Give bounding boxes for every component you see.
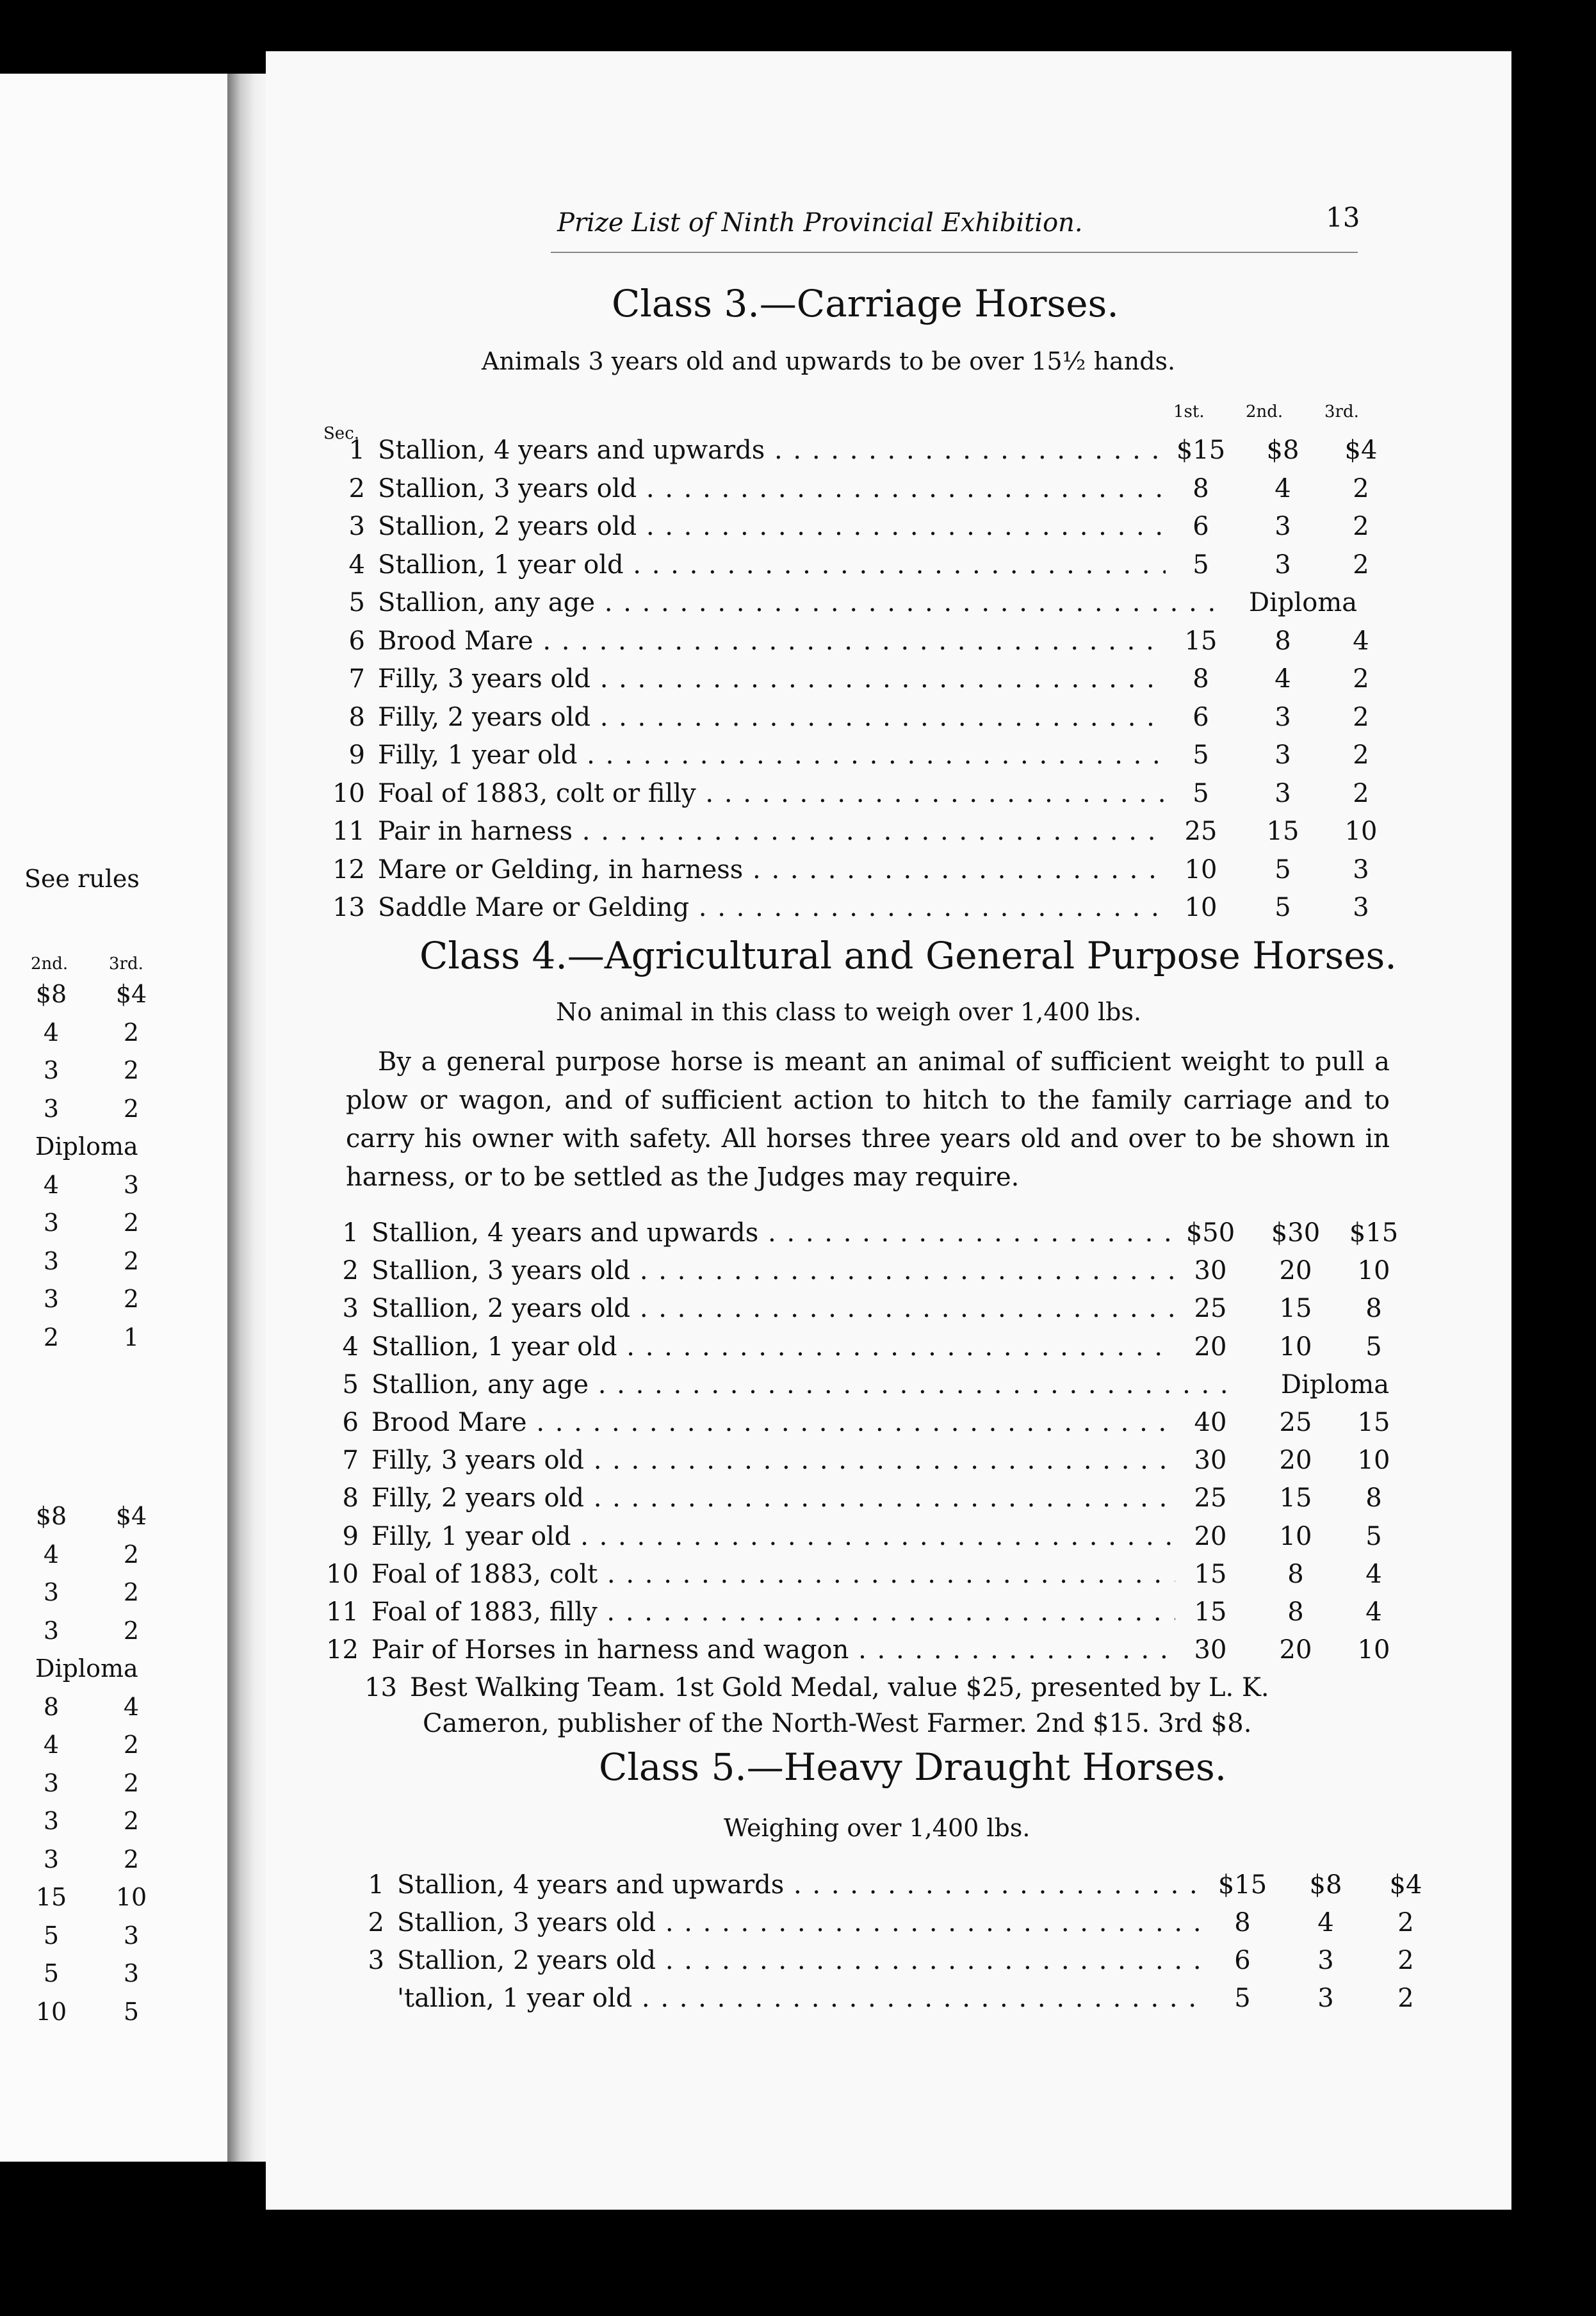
sec-label: Sec. — [323, 424, 360, 443]
prize-value: 3 — [1291, 1984, 1361, 2013]
class5-row — [346, 1984, 1447, 2021]
row-number: 3 — [368, 1946, 384, 1975]
prize-value: 10 — [1339, 1635, 1409, 1665]
left-value: 2 — [123, 1285, 140, 1313]
class4-row13-number: 13 — [364, 1673, 397, 1702]
left-value: 3 — [43, 1578, 60, 1606]
prize-value: 3 — [1291, 1946, 1361, 1975]
row-number: 4 — [342, 1332, 359, 1362]
row-number: 7 — [342, 1446, 359, 1476]
row-label: Filly, 1 year old . . . — [378, 740, 1217, 770]
row-number: 8 — [348, 702, 365, 732]
class4-row — [320, 1408, 1415, 1445]
running-title: Prize List of Ninth Provincial Exhibition. — [557, 208, 1083, 238]
prize-value: 10 — [1326, 817, 1396, 846]
prize-value: 3 — [1326, 855, 1396, 885]
header-rule — [551, 252, 1358, 253]
class4-row — [320, 1446, 1415, 1483]
prize-value: 5 — [1339, 1332, 1409, 1362]
prize-value: 30 — [1175, 1446, 1246, 1475]
row-number: 8 — [342, 1483, 359, 1513]
prize-value: 2 — [1326, 740, 1396, 770]
prize-value: $15 — [1207, 1870, 1278, 1900]
prize-value: 10 — [1260, 1332, 1331, 1362]
prize-value: 10 — [1339, 1256, 1409, 1285]
row-number: 2 — [348, 473, 365, 503]
prize-value: 4 — [1248, 474, 1318, 503]
diploma-award: Diploma — [1242, 588, 1364, 617]
prize-value: 4 — [1326, 626, 1396, 656]
prize-value: 10 — [1260, 1522, 1331, 1551]
class4-subtitle: No animal in this class to weigh over 1,400 lbs. — [556, 998, 1142, 1026]
left-value: 3 — [43, 1807, 60, 1835]
prize-value: 3 — [1248, 512, 1318, 541]
class3-row — [327, 626, 1403, 664]
prize-value: 6 — [1166, 703, 1236, 732]
class3-row — [327, 512, 1403, 549]
left-value: $8 — [35, 980, 67, 1008]
prize-value: 8 — [1207, 1908, 1278, 1937]
prize-value: 2 — [1326, 664, 1396, 694]
row-label: Filly, 2 years old . . . — [378, 703, 1217, 732]
prize-value: 5 — [1248, 893, 1318, 922]
class4-row13-line1: Best Walking Team. 1st Gold Medal, value $25, presented by L. K. — [410, 1673, 1269, 1702]
class3-row — [327, 817, 1403, 854]
class3-row — [327, 703, 1403, 740]
class4-row — [320, 1597, 1415, 1635]
prize-value: 30 — [1175, 1635, 1246, 1665]
prize-value: 20 — [1175, 1332, 1246, 1362]
prize-value: 5 — [1166, 550, 1236, 580]
prize-value: $15 — [1339, 1218, 1409, 1248]
col-header-3rd: 3rd. — [1324, 402, 1359, 421]
row-number: 10 — [332, 778, 365, 808]
left-value: 10 — [115, 1883, 147, 1911]
row-label: Filly, 3 years old . . . — [371, 1446, 1226, 1475]
left-value: 2 — [123, 1768, 140, 1797]
class4-row — [320, 1332, 1415, 1369]
row-number: 4 — [348, 550, 365, 580]
class4-row — [320, 1560, 1415, 1597]
row-label: Filly, 2 years old . . . — [371, 1483, 1226, 1513]
prize-value: $8 — [1248, 436, 1318, 465]
row-label: Filly, 1 year old . . . — [371, 1522, 1226, 1551]
left-value: 2 — [123, 1807, 140, 1835]
prize-value: 4 — [1339, 1597, 1409, 1627]
prize-value: 4 — [1291, 1908, 1361, 1937]
class5-title: Class 5.—Heavy Draught Horses. — [599, 1745, 1227, 1789]
left-value: 2 — [123, 1845, 140, 1873]
prize-value: 20 — [1260, 1446, 1331, 1475]
class5-row — [346, 1870, 1447, 1907]
prize-value: 3 — [1248, 703, 1318, 732]
prize-value: 6 — [1166, 512, 1236, 541]
left-diploma: Diploma — [35, 1132, 138, 1161]
row-label: Stallion, 4 years and upwards . . . — [371, 1218, 1226, 1248]
prize-value: 2 — [1326, 550, 1396, 580]
class3-row — [327, 474, 1403, 511]
prize-value: 15 — [1175, 1560, 1246, 1589]
prize-value: 40 — [1175, 1408, 1246, 1437]
prize-value: 8 — [1339, 1483, 1409, 1513]
row-number: 1 — [342, 1218, 359, 1248]
prize-value: 15 — [1260, 1294, 1331, 1323]
row-label: Stallion, 4 years and upwards . . . — [397, 1870, 1258, 1900]
class4-row — [320, 1294, 1415, 1331]
prize-value: 8 — [1166, 474, 1236, 503]
row-number: 13 — [332, 893, 365, 922]
row-number: 1 — [348, 436, 365, 465]
prize-value: 20 — [1260, 1635, 1331, 1665]
prize-value: 3 — [1248, 550, 1318, 580]
prize-value: 2 — [1326, 779, 1396, 808]
left-value: 3 — [43, 1768, 60, 1797]
class4-definition: By a general purpose horse is meant an animal of sufficient weight to pull a plow or wagon, and of sufficient action to hitch to the family carriage and to carry his owner with safety. All horses three years old and over to be shown in harness, or to be settled as the Judges may require. — [346, 1047, 1390, 1192]
row-number: 2 — [342, 1256, 359, 1286]
row-label: Foal of 1883, colt or filly . . . — [378, 779, 1217, 808]
class4-row — [320, 1256, 1415, 1293]
row-number: 12 — [332, 854, 365, 885]
class4-row13-line2: Cameron, publisher of the North-West Farmer. 2nd $15. 3rd $8. — [423, 1709, 1252, 1738]
left-value: 3 — [43, 1094, 60, 1123]
prize-value: 30 — [1175, 1256, 1246, 1285]
left-value: 2 — [123, 1246, 140, 1275]
prize-value: 8 — [1260, 1560, 1331, 1589]
prize-value: 2 — [1371, 1946, 1441, 1975]
left-value: 8 — [43, 1692, 60, 1721]
prize-value: 2 — [1326, 474, 1396, 503]
left-value: 4 — [43, 1170, 60, 1199]
left-col-header-3rd: 3rd. — [109, 954, 143, 974]
row-number: 3 — [348, 512, 365, 541]
class5-row — [346, 1908, 1447, 1945]
left-value: 3 — [43, 1246, 60, 1275]
left-value: 5 — [43, 1921, 60, 1950]
class4-row — [320, 1635, 1415, 1672]
prize-value: 5 — [1166, 740, 1236, 770]
prize-value: $4 — [1371, 1870, 1441, 1900]
left-value: 10 — [35, 1997, 67, 2026]
row-number: 5 — [342, 1369, 359, 1399]
row-label: Foal of 1883, filly . . . — [371, 1597, 1226, 1627]
prize-value: 10 — [1339, 1446, 1409, 1475]
class3-subtitle: Animals 3 years old and upwards to be over 15½ hands. — [482, 347, 1176, 375]
class4-row — [320, 1218, 1415, 1255]
prize-value: 2 — [1371, 1908, 1441, 1937]
prize-value: 15 — [1260, 1483, 1331, 1513]
left-value: 3 — [43, 1056, 60, 1084]
class3-row — [327, 855, 1403, 892]
row-number: 1 — [368, 1870, 384, 1900]
class4-row — [320, 1370, 1415, 1407]
page-number: 13 — [1326, 202, 1360, 233]
left-value: 2 — [123, 1578, 140, 1606]
row-label: Saddle Mare or Gelding . . . — [378, 893, 1217, 922]
prize-value: 6 — [1207, 1946, 1278, 1975]
left-value: 3 — [123, 1170, 140, 1199]
class5-row — [346, 1946, 1447, 1983]
row-label: Pair of Horses in harness and wagon . . . — [371, 1635, 1226, 1665]
row-label: Stallion, 4 years and upwards . . . — [378, 436, 1217, 465]
row-label: Stallion, 3 years old . . . — [397, 1908, 1258, 1937]
class3-row — [327, 779, 1403, 816]
row-number: 11 — [326, 1597, 359, 1627]
page-gutter — [227, 74, 266, 2162]
left-value: 2 — [123, 1540, 140, 1569]
row-label: Mare or Gelding, in harness . . . — [378, 855, 1217, 885]
row-label: Brood Mare . . . — [371, 1408, 1226, 1437]
row-label: Stallion, 2 years old . . . — [378, 512, 1217, 541]
row-label: Filly, 3 years old . . . — [378, 664, 1217, 694]
prize-value: 4 — [1248, 664, 1318, 694]
prize-value: 10 — [1166, 893, 1236, 922]
prize-value: 20 — [1175, 1522, 1246, 1551]
row-number: 11 — [332, 817, 365, 846]
row-label: Stallion, 1 year old . . . — [378, 550, 1217, 580]
row-label: Stallion, any age . . . — [371, 1370, 1226, 1399]
left-value: 5 — [123, 1997, 140, 2026]
prize-value: 25 — [1166, 817, 1236, 846]
row-label: Foal of 1883, colt . . . — [371, 1560, 1226, 1589]
row-label: Pair in harness . . . — [378, 817, 1217, 846]
prize-value: 8 — [1260, 1597, 1331, 1627]
prize-value: 8 — [1248, 626, 1318, 656]
class4-title: Class 4.—Agricultural and General Purpose Horses. — [419, 934, 1397, 977]
prize-value: 15 — [1175, 1597, 1246, 1627]
row-label: Brood Mare . . . — [378, 626, 1217, 656]
row-number: 5 — [348, 588, 365, 617]
prize-value: 25 — [1175, 1483, 1246, 1513]
left-value: 3 — [123, 1921, 140, 1950]
prize-value: 5 — [1248, 855, 1318, 885]
left-value: 3 — [43, 1845, 60, 1873]
col-header-2nd: 2nd. — [1246, 402, 1283, 421]
prize-value: 15 — [1248, 817, 1318, 846]
left-value: 5 — [43, 1959, 60, 1987]
row-label: Stallion, 2 years old . . . — [371, 1294, 1226, 1323]
prize-value: 4 — [1339, 1560, 1409, 1589]
prize-value: $8 — [1291, 1870, 1361, 1900]
prize-value: $30 — [1260, 1218, 1331, 1248]
row-number: 6 — [348, 626, 365, 656]
row-number: 3 — [342, 1294, 359, 1324]
class3-row — [327, 550, 1403, 587]
left-value: 1 — [123, 1323, 140, 1351]
prize-value: 3 — [1248, 740, 1318, 770]
left-value: 3 — [123, 1959, 140, 1987]
diploma-award: Diploma — [1274, 1370, 1396, 1399]
prize-value: 25 — [1175, 1294, 1246, 1323]
row-label: Stallion, 1 year old . . . — [371, 1332, 1226, 1362]
row-label: Stallion, 3 years old . . . — [378, 474, 1217, 503]
row-number: 9 — [348, 740, 365, 770]
left-page — [0, 74, 227, 2162]
left-col-header-2nd: 2nd. — [31, 954, 69, 974]
left-value: 3 — [43, 1209, 60, 1237]
row-label: 'tallion, 1 year old . . . — [397, 1984, 1258, 2013]
row-number: 7 — [348, 664, 365, 694]
prize-value: 25 — [1260, 1408, 1331, 1437]
left-value: 3 — [43, 1285, 60, 1313]
class4-row — [320, 1522, 1415, 1559]
left-value: 2 — [123, 1056, 140, 1084]
class3-title: Class 3.—Carriage Horses. — [612, 282, 1119, 325]
see-rules-text: See rules — [24, 865, 140, 893]
left-diploma: Diploma — [35, 1654, 138, 1683]
prize-value: 15 — [1166, 626, 1236, 656]
left-value: 2 — [123, 1209, 140, 1237]
left-value: 2 — [123, 1616, 140, 1645]
prize-value: 5 — [1166, 779, 1236, 808]
row-label: Stallion, 2 years old . . . — [397, 1946, 1258, 1975]
left-value: $8 — [35, 1502, 67, 1530]
prize-value: 8 — [1339, 1294, 1409, 1323]
prize-value: $15 — [1166, 436, 1236, 465]
row-number: 12 — [326, 1635, 359, 1665]
prize-value: 2 — [1326, 703, 1396, 732]
row-number: 10 — [326, 1559, 359, 1589]
row-number: 2 — [368, 1908, 384, 1937]
left-value: $4 — [115, 1502, 147, 1530]
class3-row — [327, 740, 1403, 778]
prize-value: 5 — [1339, 1522, 1409, 1551]
class3-row — [327, 664, 1403, 701]
prize-value: 8 — [1166, 664, 1236, 694]
prize-value: 3 — [1248, 779, 1318, 808]
class3-row — [327, 893, 1403, 930]
left-value: 4 — [43, 1731, 60, 1759]
left-value: 4 — [123, 1692, 140, 1721]
left-value: $4 — [115, 980, 147, 1008]
prize-value: 3 — [1326, 893, 1396, 922]
class3-row — [327, 588, 1403, 625]
prize-value: 2 — [1326, 512, 1396, 541]
prize-value: 20 — [1260, 1256, 1331, 1285]
class3-row — [327, 436, 1403, 473]
left-value: 2 — [123, 1731, 140, 1759]
left-value: 2 — [123, 1094, 140, 1123]
prize-value: 15 — [1339, 1408, 1409, 1437]
prize-value: 10 — [1166, 855, 1236, 885]
row-number: 6 — [342, 1408, 359, 1437]
left-value: 2 — [43, 1323, 60, 1351]
left-value: 2 — [123, 1018, 140, 1047]
prize-value: 5 — [1207, 1984, 1278, 2013]
row-label: Stallion, 3 years old . . . — [371, 1256, 1226, 1285]
row-number: 9 — [342, 1521, 359, 1551]
class4-row — [320, 1483, 1415, 1521]
prize-value: $50 — [1175, 1218, 1246, 1248]
prize-value: $4 — [1326, 436, 1396, 465]
col-header-1st: 1st. — [1173, 402, 1205, 421]
row-label: Stallion, any age . . . — [378, 588, 1217, 617]
left-value: 4 — [43, 1018, 60, 1047]
left-value: 15 — [35, 1883, 67, 1911]
left-value: 3 — [43, 1616, 60, 1645]
left-value: 4 — [43, 1540, 60, 1569]
class5-subtitle: Weighing over 1,400 lbs. — [724, 1814, 1030, 1842]
prize-value: 2 — [1371, 1984, 1441, 2013]
